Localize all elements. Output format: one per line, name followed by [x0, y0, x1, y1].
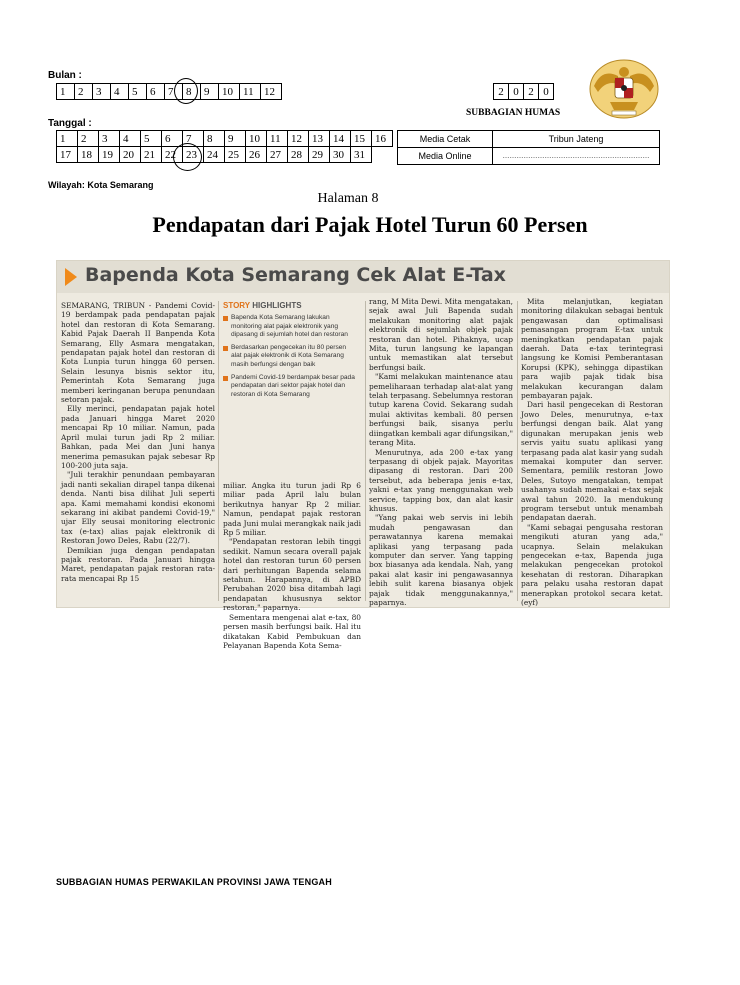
- paragraph: "Pendapatan restoran lebih tinggi sedikit. Namun secara overall pajak hotel dan restoran turun 60 persen dari perhitungan Bapenda selama setahun. Harapannya, di APBD Perubahan 2020 bisa ditambah lagi pendapatan khususnya sektor restoran," paparnya.: [223, 537, 361, 613]
- month-cell: 12: [261, 84, 282, 100]
- month-cell: 4: [111, 84, 129, 100]
- month-cell: 3: [93, 84, 111, 100]
- date-cell: 21: [141, 147, 162, 163]
- paragraph: Elly merinci, pendapatan pajak hotel pada Januari hingga Maret 2020 mencapai Rp 10 miliar. Namun, pada April mulai turun jadi Rp 2 miliar. Bahkan, pada Mei dan Juni hanya menerima pemasukan pajak sebesar Rp 100-200 juta saja.: [61, 404, 215, 470]
- date-cell: 26: [246, 147, 267, 163]
- story-item: Berdasarkan pengecekan itu 80 persen alat pajak elektronik di Kota Semarang masih berfungsi dengan baik: [223, 344, 355, 370]
- paragraph: miliar. Angka itu turun jadi Rp 6 miliar pada April lalu bulan berikutnya hanyar Rp 2 miliar. Namun, pendapat pajak restoran pada Juni mulai merangkak naik jadi Rp 5 miliar.: [223, 481, 361, 538]
- month-cell: 6: [147, 84, 165, 100]
- date-cell: 22: [162, 147, 183, 163]
- date-cell: 20: [120, 147, 141, 163]
- paragraph: Demikian juga dengan pendapatan pajak restoran. Pada Januari hingga Maret, pendapatan pajak restoran rata-rata mencapai Rp 15: [61, 545, 215, 583]
- date-cell: 10: [246, 131, 267, 147]
- date-cell: 3: [99, 131, 120, 147]
- page-number: Halaman 8: [317, 191, 379, 206]
- footer-office: SUBBAGIAN HUMAS PERWAKILAN PROVINSI JAWA TENGAH: [56, 877, 332, 887]
- clip-banner: [57, 261, 669, 293]
- garuda-emblem-icon: [588, 58, 660, 120]
- date-cell: 30: [330, 147, 351, 163]
- date-cell: 16: [372, 131, 393, 147]
- date-cell: 7: [183, 131, 204, 147]
- month-cell: 5: [129, 84, 147, 100]
- article-column-2: [223, 481, 361, 650]
- wilayah-label: Wilayah: Kota Semarang: [48, 180, 154, 190]
- story-highlights-box: [223, 301, 355, 399]
- date-cell: 5: [141, 131, 162, 147]
- paragraph: "Kami melakukan maintenance atau pemeliharaan terhadap alat-alat yang telah terpasang. Sebelumnya restoran tutup karena Covid. Sekarang sudah mulai aktivitas kembali. 80 persen berfungsi baik, sisanya perlu diingatkan kembali agar difungsikan," terang Mita.: [369, 372, 513, 448]
- date-cell: 13: [309, 131, 330, 147]
- date-cell: 28: [288, 147, 309, 163]
- date-grid: [56, 130, 393, 163]
- media-label: Media Cetak: [398, 131, 493, 148]
- date-cell: 4: [120, 131, 141, 147]
- story-label: STORY: [223, 301, 250, 310]
- office-label: SUBBAGIAN HUMAS: [466, 108, 561, 118]
- media-value: Tribun Jateng: [493, 131, 660, 148]
- month-cell: 8: [183, 84, 201, 100]
- paragraph: "Juli terakhir penundaan pembayaran jadi nanti sekalian dirapel tanpa dikenai denda. Nanti bisa dilihat Juli seperti apa. Kami memahami kondisi ekonomi sekarang ini akibat pandemi Covid-19," ujar Elly seusai monitoring electronic tax (e-tax) alias pajak elektronik di Restoran Jowo Deles, Rabu (22/7).: [61, 470, 215, 546]
- year-digit: 0: [539, 84, 554, 100]
- story-item: Pandemi Covid-19 berdampak besar pada pendapatan dari sektor pajak hotel dan restoran di Kota Semarang: [223, 374, 355, 400]
- year-digit: 2: [494, 84, 509, 100]
- date-cell: 11: [267, 131, 288, 147]
- date-cell: 23: [183, 147, 204, 163]
- date-cell: 29: [309, 147, 330, 163]
- date-cell: 9: [225, 131, 246, 147]
- paragraph: Menurutnya, ada 200 e-tax yang terpasang di objek pajak. Mayoritas dipasang di restoran. Dari 200 tersebut, ada beberapa jenis e-tax, yakni e-tax yang menggunakan web service, tapping box, dan alat kasir khusus.: [369, 447, 513, 513]
- bulan-label: Bulan :: [48, 70, 82, 81]
- bullet-square-icon: [223, 346, 228, 351]
- paragraph: Sementara mengenai alat e-tax, 80 persen masih berfungsi baik. Hal itu dikatakan Kabid Pembukuan dan Pelayanan Bapenda Kota Sema-: [223, 612, 361, 650]
- media-table: [397, 130, 660, 165]
- paragraph: "Yang pakai web servis ini lebih mudah pengawasan dan perawatannya karena memakai aplikasi yang terpasang pada komputer dan server. Yang tapping box biasanya ada kendala. Nah, yang pakai alat kasir ini pengawasannya lebih sulit karena biasanya objek pajak tidak menggunakannya," paparnya.: [369, 513, 513, 607]
- media-label: Media Online: [398, 148, 493, 165]
- paragraph: SEMARANG, TRIBUN - Pandemi Covid-19 berdampak pada pendapatan pajak hotel dan restoran di Kota Semarang. Kabid Pajak Daerah II Banpenda Kota Semarang, Elly Asmara mengatakan, pendapatan pajak hotel dan restoran di Kota Lunpia turun hingga 60 persen. Selain lesunya bisnis sektor itu, Pemerintah Kota Semarang juga memberi keringanan berupa penundaan setoran pajak.: [61, 301, 215, 405]
- month-cell: 9: [201, 84, 219, 100]
- date-cell: 17: [57, 147, 78, 163]
- date-cell: 18: [78, 147, 99, 163]
- month-cell: 10: [219, 84, 240, 100]
- month-grid: [56, 83, 282, 100]
- article-column-4: [521, 297, 663, 607]
- column-divider: [517, 301, 518, 601]
- clip-title: Bapenda Kota Semarang Cek Alat E-Tax: [85, 264, 506, 286]
- selected-date-circle: [173, 143, 202, 171]
- article-headline: Pendapatan dari Pajak Hotel Turun 60 Persen: [152, 212, 588, 237]
- date-cell: 31: [351, 147, 372, 163]
- bullet-square-icon: [223, 316, 228, 321]
- article-column-3: [369, 297, 513, 607]
- date-cell: 25: [225, 147, 246, 163]
- date-cell: 12: [288, 131, 309, 147]
- year-box: [493, 83, 554, 100]
- date-cell: 6: [162, 131, 183, 147]
- highlights-label: HIGHLIGHTS: [252, 301, 302, 310]
- date-cell: 8: [204, 131, 225, 147]
- month-cell: 7: [165, 84, 183, 100]
- article-column-1: [61, 301, 215, 583]
- date-cell: 27: [267, 147, 288, 163]
- bullet-square-icon: [223, 376, 228, 381]
- story-highlights-title: [223, 301, 355, 310]
- arrow-icon: [65, 268, 77, 286]
- date-cell: 19: [99, 147, 120, 163]
- paragraph: "Kami sebagai pengusaha restoran mengikuti aturan yang ada," ucapnya. Selain melakukan pengecekan e-tax, Bapenda juga melakukan pengecekan protokol kesehatan di restoran. Diharapkan para pelaku usaha restoran dapat menerapkan protokol secara ketat. (eyf): [521, 522, 663, 607]
- date-cell: 1: [57, 131, 78, 147]
- month-cell: 1: [57, 84, 75, 100]
- date-cell: 24: [204, 147, 225, 163]
- column-divider: [365, 301, 366, 601]
- paragraph: Mita melanjutkan, kegiatan monitoring dilakukan sebagai bentuk pengawasan dan optimalisasi pemasangan program E-tax untuk meningkatkan pendapatan pajak daerah. Data e-tax terintegrasi langsung ke Komisi Pemberantasan Korupsi (KPK), sehingga dipastikan para wajib pajak tidak bisa melakukan kecurangan dalam pembayaran pajak.: [521, 297, 663, 401]
- month-cell: 2: [75, 84, 93, 100]
- date-cell-empty: [372, 147, 393, 163]
- date-cell: 2: [78, 131, 99, 147]
- month-cell: 11: [240, 84, 261, 100]
- year-digit: 2: [524, 84, 539, 100]
- column-divider: [218, 301, 219, 601]
- newspaper-clipping: [56, 260, 670, 650]
- paragraph: rang, M Mita Dewi. Mita mengatakan, sejak awal Juli Bapenda sudah melakukan monitoring alat pajak elektronik di sejumlah objek pajak restoran dan hotel. Pihaknya, ucap Mita, turun langsung ke lapangan untuk memastikan alat tersebut berfungsi baik.: [369, 297, 513, 372]
- story-item: Bapenda Kota Semarang lakukan monitoring alat pajak elektronik yang dipasang di sejumlah hotel dan restoran: [223, 314, 355, 340]
- selected-month-circle: [174, 78, 198, 104]
- paragraph: Dari hasil pengecekan di Restoran Jowo Deles, menurutnya, e-tax berfungsi dengan baik. Alat yang digunakan merupakan jenis web servis yaitu suatu aplikasi yang terpasang pada alat kasir yang sudah memakai komputer dan server. Sementara, pemilik restoran Jowo Deles, Sutoyo mengatakan, tempat usahanya sudah memakai e-tax sejak awal tahun 2020. Ia mendukung program tersebut untuk menambah pendapatan daerah.: [521, 400, 663, 523]
- media-value: ………………………………………………………: [493, 148, 660, 165]
- date-cell: 14: [330, 131, 351, 147]
- date-cell: 15: [351, 131, 372, 147]
- tanggal-label: Tanggal :: [48, 118, 92, 129]
- year-digit: 0: [509, 84, 524, 100]
